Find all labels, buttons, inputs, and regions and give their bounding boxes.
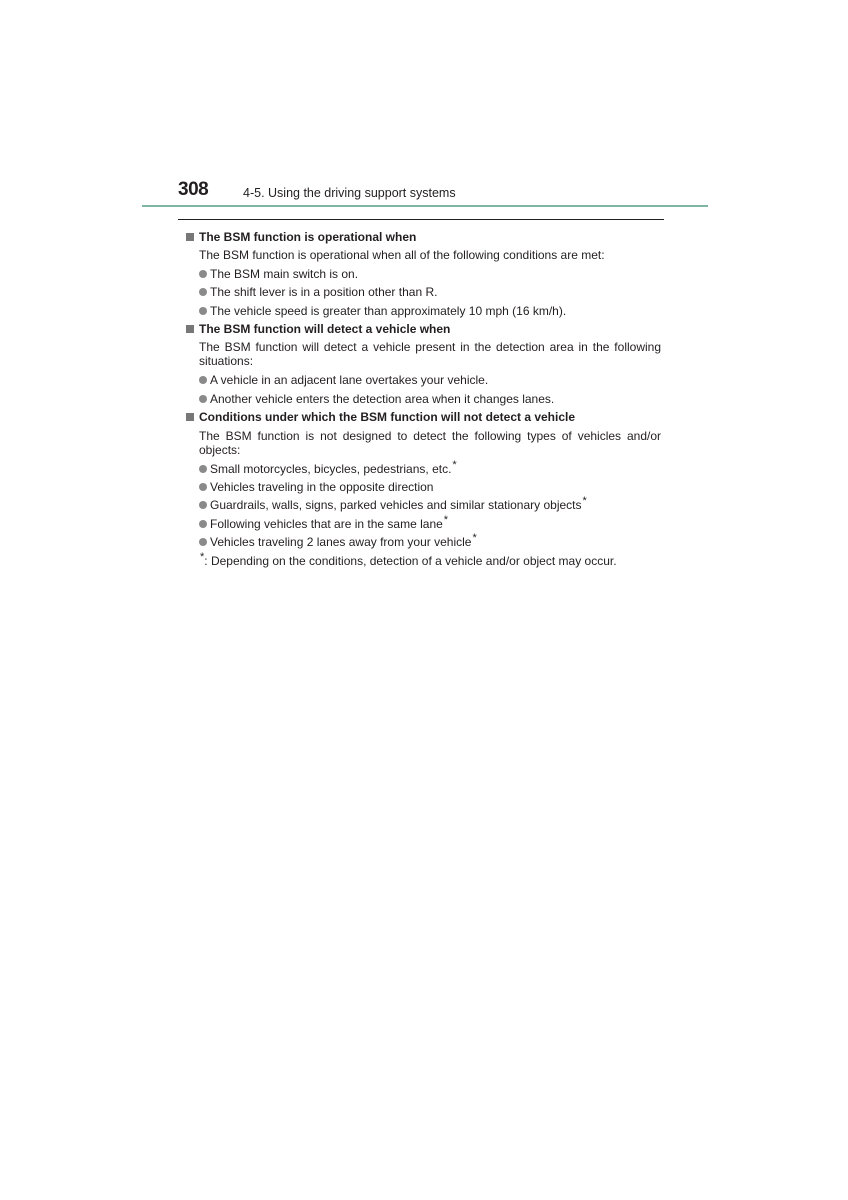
round-bullet-icon: [199, 376, 207, 384]
list-item-label: Small motorcycles, bicycles, pedestrians, etc.: [210, 461, 452, 476]
header-rule: [142, 205, 708, 207]
section-heading: [186, 408, 661, 426]
round-bullet-icon: [199, 501, 207, 509]
list-item: [186, 302, 661, 320]
section-heading: [186, 228, 661, 246]
list-item: [186, 533, 661, 551]
list-item-text: [210, 460, 457, 478]
list-item: [186, 515, 661, 533]
round-bullet-icon: [199, 395, 207, 403]
list-item-text: Vehicles traveling in the opposite direction: [210, 480, 434, 495]
square-bullet-icon: [186, 233, 194, 241]
round-bullet-icon: [199, 483, 207, 491]
round-bullet-icon: [199, 520, 207, 528]
list-item-text: A vehicle in an adjacent lane overtakes your vehicle.: [210, 373, 489, 388]
round-bullet-icon: [199, 307, 207, 315]
asterisk-mark: *: [472, 532, 477, 545]
list-item-label: Following vehicles that are in the same lane: [210, 516, 443, 531]
content-body: [186, 228, 661, 570]
list-item-text: The BSM main switch is on.: [210, 266, 359, 281]
asterisk-mark: *: [200, 550, 205, 563]
list-item: [186, 496, 661, 514]
section-heading: [186, 320, 661, 338]
paragraph: The BSM function is operational when all of the following conditions are met:: [199, 248, 605, 263]
round-bullet-icon: [199, 465, 207, 473]
section-title: 4-5. Using the driving support systems: [243, 186, 456, 200]
content-top-rule: [178, 219, 664, 220]
heading-text: Conditions under which the BSM function will not detect a vehicle: [199, 410, 576, 425]
list-item-text: The shift lever is in a position other than R.: [210, 285, 438, 300]
asterisk-mark: *: [443, 513, 449, 526]
footnote: [186, 552, 661, 570]
list-item-label: Vehicles traveling 2 lanes away from your vehicle: [210, 535, 472, 550]
heading-text: The BSM function will detect a vehicle when: [199, 322, 451, 337]
list-item: [186, 371, 661, 389]
round-bullet-icon: [199, 270, 207, 278]
page-number: 308: [178, 179, 209, 200]
paragraph: The BSM function will detect a vehicle present in the detection area in the following situations:: [199, 340, 661, 369]
square-bullet-icon: [186, 325, 194, 333]
list-item: [186, 265, 661, 283]
list-item-text: [210, 533, 477, 551]
list-item: [186, 460, 661, 478]
paragraph: The BSM function is not designed to detect the following types of vehicles and/or objects:: [199, 428, 661, 457]
list-item-text: Another vehicle enters the detection area when it changes lanes.: [210, 391, 555, 406]
footnote-text: : Depending on the conditions, detection of a vehicle and/or object may occur.: [204, 553, 617, 568]
list-item: [186, 390, 661, 408]
square-bullet-icon: [186, 413, 194, 421]
list-item: [186, 283, 661, 301]
page-header: [0, 0, 848, 210]
asterisk-mark: *: [452, 458, 457, 471]
round-bullet-icon: [199, 288, 207, 296]
list-item-label: Guardrails, walls, signs, parked vehicles and similar stationary objects: [210, 498, 582, 513]
asterisk-mark: *: [582, 495, 587, 508]
list-item-text: The vehicle speed is greater than approximately 10 mph (16 km/h).: [210, 303, 567, 318]
round-bullet-icon: [199, 538, 207, 546]
list-item: [186, 478, 661, 496]
heading-text: The BSM function is operational when: [199, 230, 417, 244]
list-item-text: [210, 496, 587, 514]
list-item-text: [210, 515, 448, 533]
